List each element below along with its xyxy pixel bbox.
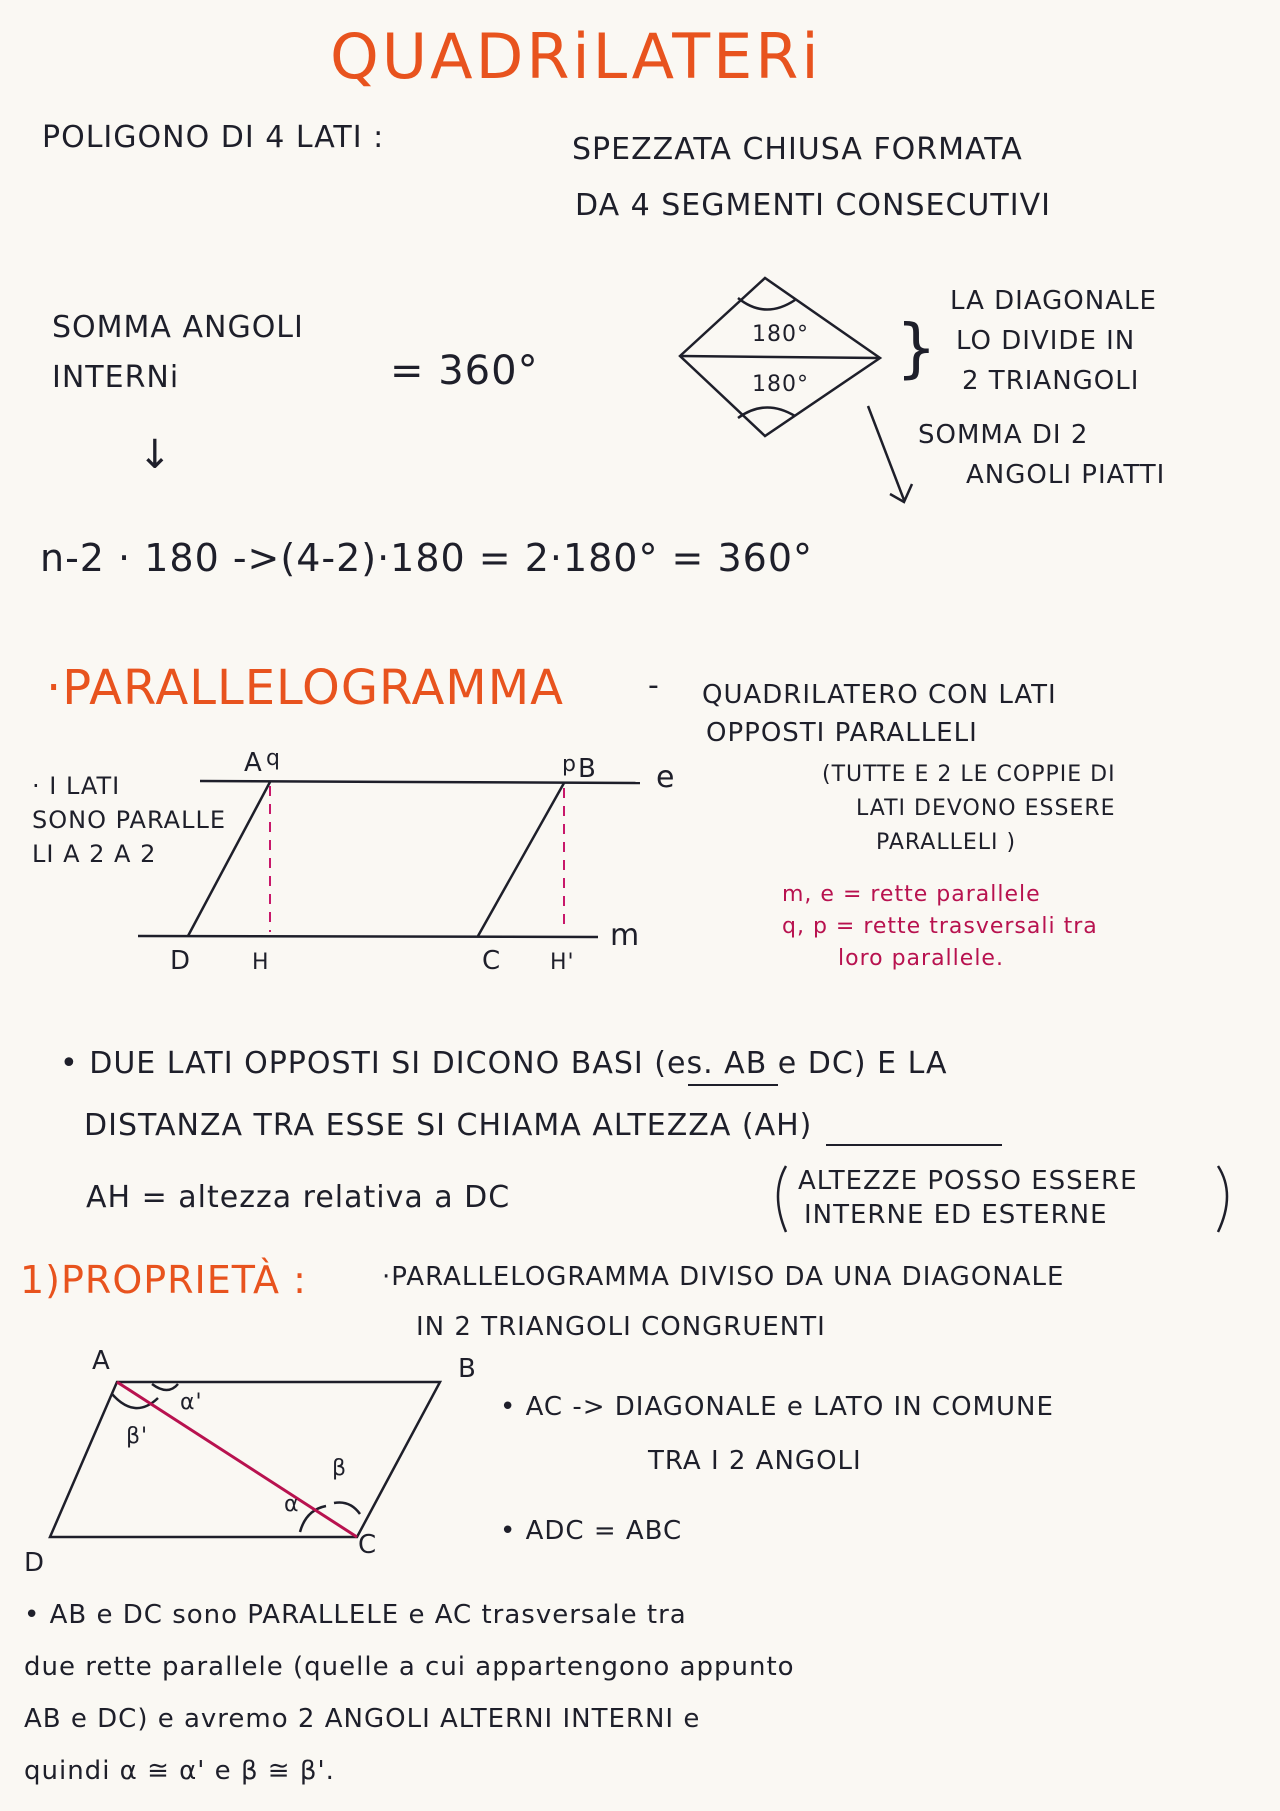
- conclusion-line-3: AB e DC) e avremo 2 ANGOLI ALTERNI INTERNI e: [24, 1704, 701, 1734]
- diagonal-ac: [117, 1382, 357, 1537]
- angles-value: = 360°: [390, 348, 539, 394]
- label-q: q: [266, 746, 281, 771]
- fig-alpha: α: [284, 1492, 300, 1517]
- sum-note-1: SOMMA DI 2: [918, 420, 1089, 450]
- parallel-lines-note-2: q, p = rette trasversali tra: [782, 914, 1098, 939]
- fig-alpha-prime: α': [180, 1390, 203, 1415]
- diagonal-note-2: LO DIVIDE IN: [956, 326, 1136, 356]
- fig-label-b: B: [458, 1354, 477, 1384]
- bases-line-2: DISTANZA TRA ESSE SI CHIAMA ALTEZZA (AH): [84, 1108, 813, 1143]
- parallelogram-def-1: QUADRILATERO CON LATI: [702, 680, 1057, 710]
- conclusion-line-2: due rette parallele (quelle a cui appartengono appunto: [24, 1652, 795, 1682]
- definition-lead: POLIGONO DI 4 LATI :: [42, 120, 385, 155]
- fig-beta-prime: β': [126, 1424, 149, 1449]
- altezze-note-1: ALTEZZE POSSO ESSERE: [798, 1166, 1138, 1196]
- fig-beta: β: [332, 1456, 348, 1481]
- label-h: H: [252, 950, 270, 975]
- sum-note-2: ANGOLI PIATTI: [966, 460, 1166, 490]
- sides-note-1: · I LATI: [32, 772, 121, 800]
- conclusion-line-4: quindi α ≅ α' e β ≅ β'.: [24, 1756, 335, 1786]
- line-l: [200, 781, 640, 783]
- page-title: QUADRiLATERi: [330, 20, 822, 93]
- property-bullet-1b: TRA I 2 ANGOLI: [648, 1446, 862, 1476]
- bases-line-3: AH = altezza relativa a DC: [86, 1180, 511, 1215]
- definition-line-1: SPEZZATA CHIUSA FORMATA: [572, 132, 1023, 167]
- sides-note-2: SONO PARALLE: [32, 806, 226, 834]
- property-line-2: IN 2 TRIANGOLI CONGRUENTI: [416, 1312, 826, 1342]
- label-line-l: e: [656, 760, 676, 795]
- parallelogram-note-1: (TUTTE E 2 LE COPPIE DI: [822, 762, 1116, 787]
- parallelogram-note-3: PARALLELI ): [876, 830, 1017, 855]
- line-m: [138, 936, 598, 937]
- bases-line-1: • DUE LATI OPPOSTI SI DICONO BASI (es. AB e DC) E LA: [60, 1046, 948, 1081]
- rhombus-arrow: [868, 406, 912, 502]
- angles-label-1: SOMMA ANGOLI: [52, 310, 304, 345]
- label-a: A: [244, 748, 263, 778]
- label-c: C: [482, 946, 502, 976]
- property-heading: 1)PROPRIETÀ :: [20, 1258, 307, 1302]
- parallelogram-def-2: OPPOSTI PARALLELI: [706, 718, 978, 748]
- parallelogram-heading: ·PARALLELOGRAMMA: [46, 660, 564, 716]
- label-h-prime: H': [550, 950, 575, 975]
- rhombus-bottom-angle: 180°: [752, 372, 809, 397]
- rhombus-top-angle: 180°: [752, 322, 809, 347]
- down-arrow-icon: ↓: [138, 432, 173, 478]
- angles-label-2: INTERNi: [52, 360, 180, 395]
- altezze-note-2: INTERNE ED ESTERNE: [804, 1200, 1108, 1230]
- fig-label-c: C: [358, 1530, 378, 1560]
- diagonal-note-3: 2 TRIANGOLI: [962, 366, 1140, 396]
- property-figure: [50, 1382, 440, 1537]
- label-p: p: [562, 752, 577, 777]
- sides-note-3: LI A 2 A 2: [32, 840, 157, 868]
- definition-line-2: DA 4 SEGMENTI CONSECUTIVI: [575, 188, 1051, 223]
- label-line-m: m: [610, 918, 641, 953]
- brace-icon: }: [896, 312, 938, 386]
- heading-dash: -: [648, 668, 660, 703]
- label-d: D: [170, 946, 192, 976]
- diagonal-note-1: LA DIAGONALE: [950, 286, 1157, 316]
- label-b: B: [578, 754, 597, 784]
- fig-label-a: A: [92, 1346, 111, 1376]
- property-bullet-2: • ADC = ABC: [500, 1516, 683, 1546]
- conclusion-line-1: • AB e DC sono PARALLELE e AC trasversale tra: [24, 1600, 687, 1630]
- property-bullet-1: • AC -> DIAGONALE e LATO IN COMUNE: [500, 1392, 1054, 1422]
- parallel-lines-note-3: loro parallele.: [838, 946, 1004, 971]
- parallelogram-figure: [138, 781, 640, 937]
- fig-label-d: D: [24, 1548, 46, 1578]
- side-bc: [478, 783, 564, 936]
- property-line-1: ·PARALLELOGRAMMA DIVISO DA UNA DIAGONALE: [382, 1262, 1065, 1292]
- angle-formula: n-2 · 180 ->(4-2)·180 = 2·180° = 360°: [40, 536, 814, 580]
- parallel-lines-note-1: m, e = rette parallele: [782, 882, 1041, 907]
- parallelogram-note-2: LATI DEVONO ESSERE: [856, 796, 1116, 821]
- rhombus-figure: [680, 278, 880, 436]
